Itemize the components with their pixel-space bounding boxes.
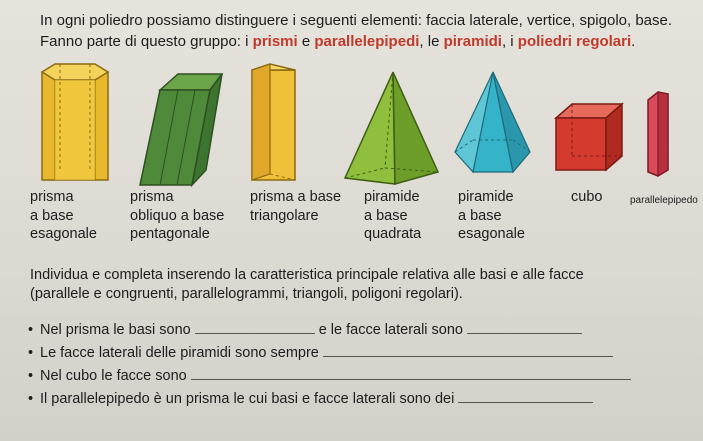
triangular-prism-figure — [252, 64, 295, 180]
label-line: cubo — [571, 189, 603, 205]
label-line: parallelepipedo — [630, 195, 698, 206]
label-line: quadrata — [364, 226, 422, 242]
exercise-1-text-a: Nel prisma le basi sono — [40, 322, 191, 338]
task-instructions — [30, 266, 690, 304]
exercise-row-1 — [28, 319, 698, 342]
term-piramidi: piramidi — [443, 33, 502, 50]
exercise-2-text: Le facce laterali delle piramidi sono sempre — [40, 345, 319, 361]
bullet: • — [28, 345, 34, 361]
label-line: obliquo a base — [130, 207, 225, 224]
intro-conj: e — [297, 33, 315, 50]
bullet: • — [28, 391, 34, 407]
intro-end: . — [631, 33, 636, 50]
label-line: piramide — [364, 189, 420, 205]
label-line: prisma a base — [250, 189, 342, 205]
oblique-pentagonal-prism-figure — [140, 74, 222, 185]
answer-blank-4[interactable] — [458, 390, 593, 403]
answer-blank-2[interactable] — [323, 344, 613, 357]
fill-in-exercises — [28, 319, 698, 411]
intro-sep: , i — [501, 33, 518, 50]
hexagonal-prism-figure — [42, 64, 108, 180]
label-line: prisma — [30, 189, 74, 205]
label-hexagonal-pyramid — [458, 188, 525, 244]
label-line: triangolare — [250, 207, 319, 224]
intro-line-2-start: Fanno parte di questo gruppo: i — [40, 33, 253, 50]
label-line: esagonale — [30, 226, 97, 242]
label-line: pentagonale — [130, 226, 210, 242]
label-hexagonal-prism — [30, 188, 97, 244]
label-triangular-prism — [250, 188, 341, 225]
label-line: piramide — [458, 189, 514, 205]
answer-blank-1a[interactable] — [195, 321, 315, 334]
bullet: • — [28, 368, 34, 384]
hexagonal-pyramid-figure — [455, 72, 530, 172]
exercise-row-3 — [28, 365, 698, 388]
label-cube — [571, 188, 602, 207]
intro-line-1: In ogni poliedro possiamo distinguere i seguenti elementi: faccia laterale, vertice, spigolo, base. — [40, 12, 673, 29]
exercise-3-text: Nel cubo le facce sono — [40, 368, 187, 384]
exercise-1-text-b: e le facce laterali sono — [318, 322, 463, 338]
label-line: esagonale — [458, 226, 525, 242]
exercise-4-text: Il parallelepipedo è un prisma le cui basi e facce laterali sono dei — [40, 391, 455, 407]
term-prismi: prismi — [252, 33, 298, 50]
solids-illustration — [0, 60, 703, 190]
label-square-pyramid — [364, 188, 421, 244]
label-line: a base — [364, 207, 408, 224]
exercise-row-4 — [28, 388, 698, 411]
exercise-row-2 — [28, 342, 698, 365]
label-parallelepiped — [630, 192, 698, 211]
label-oblique-pentagonal-prism — [130, 188, 224, 244]
label-line: a base — [30, 207, 74, 224]
answer-blank-3[interactable] — [191, 367, 631, 380]
label-line: prisma — [130, 189, 174, 205]
intro-text — [40, 10, 700, 52]
parallelepiped-figure — [648, 92, 668, 176]
intro-mid: , le — [419, 33, 444, 50]
task-line-1: Individua e completa inserendo la caratteristica principale relativa alle basi e alle facce — [30, 267, 584, 283]
term-poliedri-regolari: poliedri regolari — [517, 33, 632, 50]
answer-blank-1b[interactable] — [467, 321, 582, 334]
solid-labels — [0, 188, 703, 248]
bullet: • — [28, 322, 34, 338]
term-parallelepipedi: parallelepipedi — [314, 33, 420, 50]
intro-line-2 — [40, 31, 700, 52]
cube-figure — [556, 104, 622, 170]
square-pyramid-figure — [345, 72, 438, 184]
label-line: a base — [458, 207, 502, 224]
task-line-2: (parallele e congruenti, parallelogrammi, triangoli, poligoni regolari). — [30, 286, 463, 302]
